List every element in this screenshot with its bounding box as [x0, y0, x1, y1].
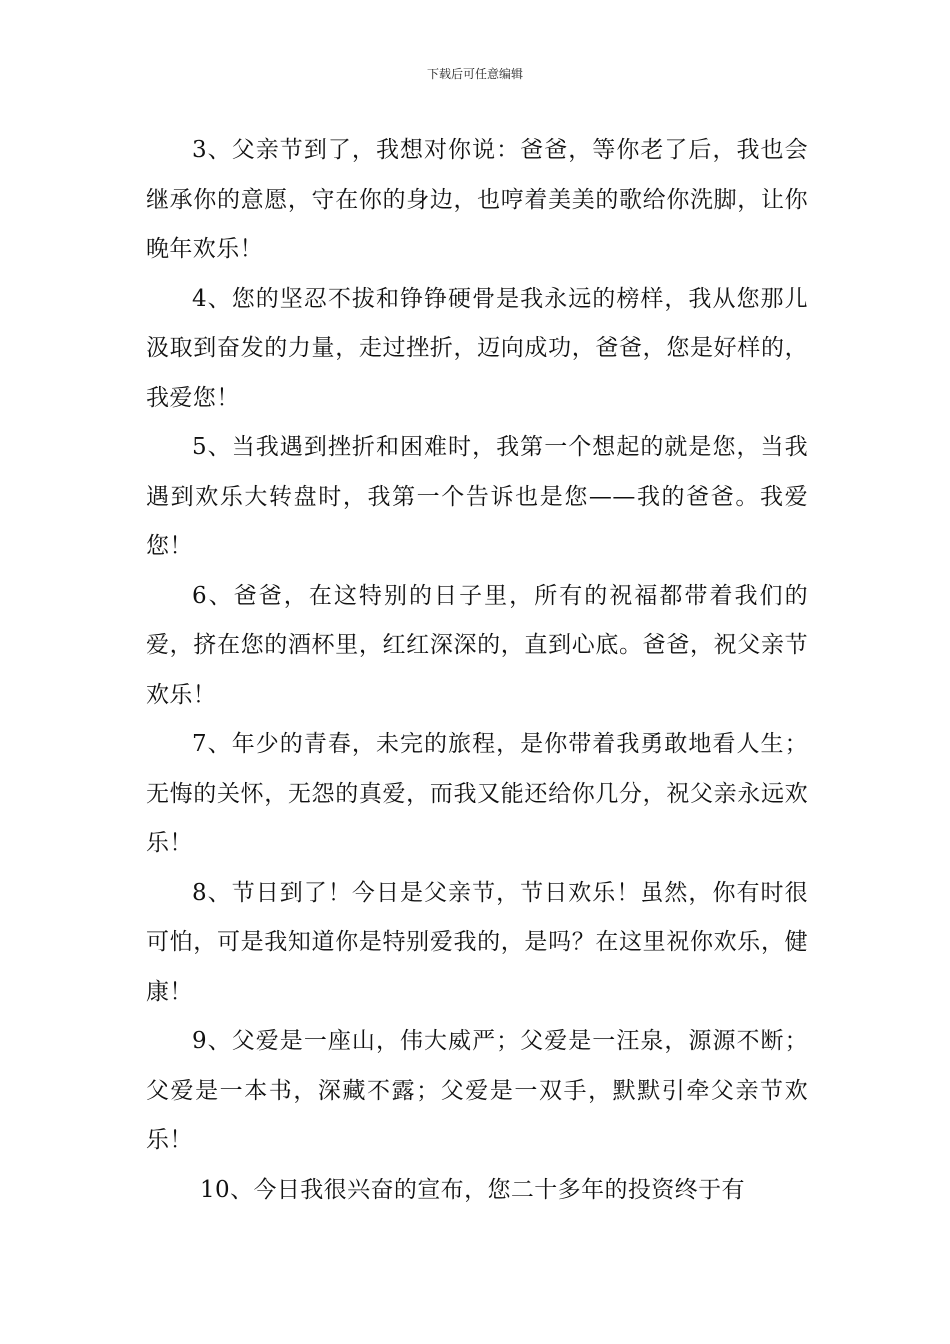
- paragraph-7: 7、年少的青春，未完的旅程，是你带着我勇敢地看人生；无悔的关怀，无怨的真爱，而我又能还给你几分，祝父亲永远欢乐！: [146, 731, 808, 856]
- paragraph-8: 8、节日到了！今日是父亲节，节日欢乐！虽然，你有时很可怕，可是我知道你是特别爱我的，是吗？在这里祝你欢乐，健康！: [146, 879, 808, 1005]
- paragraph-6: 6、爸爸，在这特别的日子里，所有的祝福都带着我们的爱，挤在您的酒杯里，红红深深的，直到心底。爸爸，祝父亲节欢乐！: [146, 582, 808, 708]
- paragraph-4: 4、您的坚忍不拔和铮铮硬骨是我永远的榜样，我从您那儿汲取到奋发的力量，走过挫折，迈向成功，爸爸，您是好样的，我爱您！: [146, 285, 808, 411]
- paragraph-5: 5、当我遇到挫折和困难时，我第一个想起的就是您，当我遇到欢乐大转盘时，我第一个告诉也是您——我的爸爸。我爱您！: [146, 434, 808, 559]
- paragraph-10: 10、今日我很兴奋的宣布，您二十多年的投资终于有: [200, 1176, 745, 1203]
- paragraph-9: 9、父爱是一座山，伟大威严；父爱是一汪泉，源源不断；父爱是一本书，深藏不露；父爱是一双手，默默引牵父亲节欢乐！: [146, 1028, 808, 1153]
- document-body: [146, 126, 808, 1215]
- paragraph-3: 3、父亲节到了，我想对你说：爸爸，等你老了后，我也会继承你的意愿，守在你的身边，也哼着美美的歌给你洗脚，让你晚年欢乐！: [146, 137, 808, 262]
- page-header: 下载后可任意编辑: [426, 67, 523, 81]
